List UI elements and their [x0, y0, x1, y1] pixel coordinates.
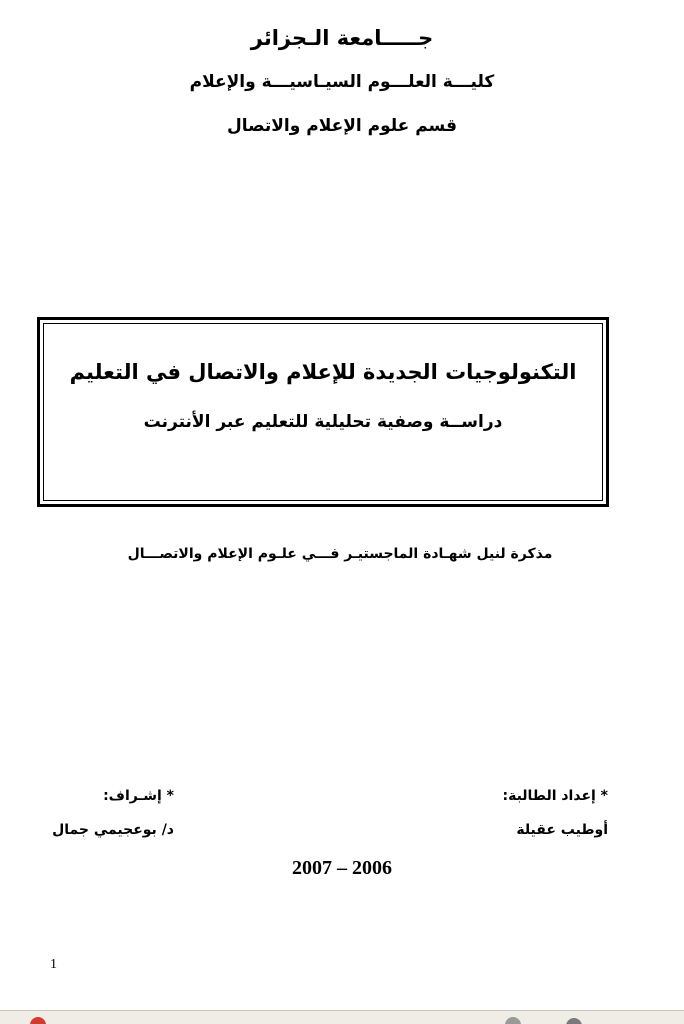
academic-year: 2007 – 2006	[292, 857, 392, 879]
department-name: قسم علوم الإعلام والاتصال	[227, 116, 457, 136]
app-icon[interactable]	[30, 1017, 46, 1024]
tray-icon[interactable]	[505, 1017, 521, 1024]
prepared-by-label: * إعداد الطالبة:	[502, 788, 608, 804]
student-name: أوطيب عقيلة	[516, 822, 608, 838]
tray-icon[interactable]	[566, 1018, 582, 1024]
supervision-label: * إشـراف:	[103, 788, 174, 804]
thesis-subtitle: دراســة وصفية تحليلية للتعليم عبر الأنترنت	[143, 412, 503, 432]
faculty-name: كليـــة العلـــوم السيـاسيـــة والإعلام	[189, 72, 495, 92]
page-number: 1	[50, 957, 57, 972]
taskbar	[0, 1010, 684, 1024]
university-name: جـــــامعة الـجزائر	[250, 26, 434, 50]
degree-statement: مذكرة لنيل شهـادة الماجستيـر فـــي علـوم الإعلام والاتصـــال	[127, 546, 553, 562]
title-frame	[37, 317, 609, 507]
thesis-title: التكنولوجيات الجديدة للإعلام والاتصال في التعليم	[69, 360, 577, 384]
supervisor-name: د/ بوعجيمي جمال	[52, 822, 174, 838]
